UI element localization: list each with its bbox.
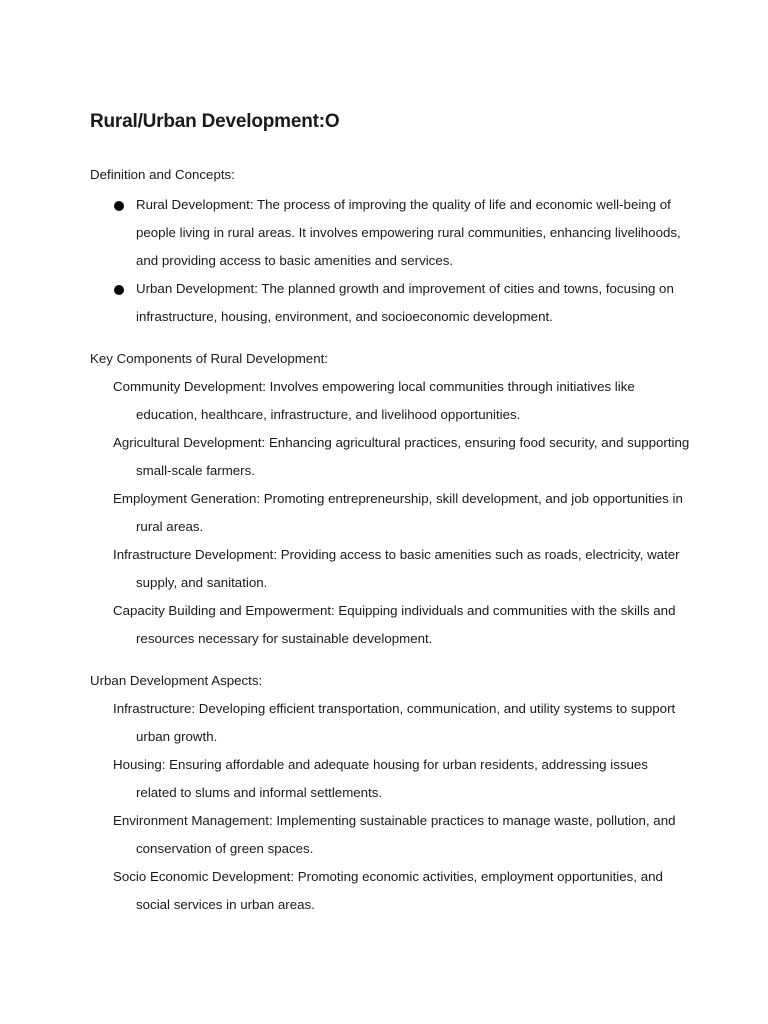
section-heading-definitions: Definition and Concepts: (90, 167, 235, 182)
document-page (90, 108, 690, 919)
list-item: Community Development: Involves empowering local communities through initiatives like education, healthcare, infrastructure, and livelihood opportunities. (113, 379, 635, 422)
list-item: Environment Management: Implementing sustainable practices to manage waste, pollution, and conservation of green spaces. (113, 813, 676, 856)
list-item (90, 275, 690, 331)
list-item: Housing: Ensuring affordable and adequate housing for urban residents, addressing issues related to slums and informal settlements. (113, 757, 648, 800)
list-item: Agricultural Development: Enhancing agricultural practices, ensuring food security, and supporting small-scale farmers. (113, 435, 690, 478)
list-item: Infrastructure: Developing efficient transportation, communication, and utility systems to support urban growth. (113, 701, 676, 744)
bullet-icon (114, 201, 124, 211)
list-item: Infrastructure Development: Providing access to basic amenities such as roads, electricity, water supply, and sanitation. (113, 547, 680, 590)
section-spacer (90, 331, 690, 349)
bullet-icon (114, 285, 124, 295)
definitions-list (90, 191, 690, 331)
list-item-text: Urban Development: The planned growth and improvement of cities and towns, focusing on infrastructure, housing, environment, and socioeconomic development. (136, 281, 674, 324)
urban-aspects-list (90, 695, 690, 919)
section-heading-urban-aspects: Urban Development Aspects: (90, 673, 263, 688)
section-heading-rural-components: Key Components of Rural Development: (90, 351, 328, 366)
list-item-text: Rural Development: The process of improving the quality of life and economic well-being of people living in rural areas. It involves empowering rural communities, enhancing livelihoods, and providing access to basic amenities and services. (136, 197, 681, 268)
list-item: Employment Generation: Promoting entrepreneurship, skill development, and job opportunities in rural areas. (113, 491, 683, 534)
list-item (90, 191, 690, 275)
list-item: Socio Economic Development: Promoting economic activities, employment opportunities, and social services in urban areas. (113, 869, 663, 912)
list-item: Capacity Building and Empowerment: Equipping individuals and communities with the skills and resources necessary for sustainable development. (113, 603, 676, 646)
document-title: Rural/Urban Development:O (90, 111, 340, 132)
section-spacer (90, 653, 690, 671)
rural-components-list (90, 373, 690, 653)
